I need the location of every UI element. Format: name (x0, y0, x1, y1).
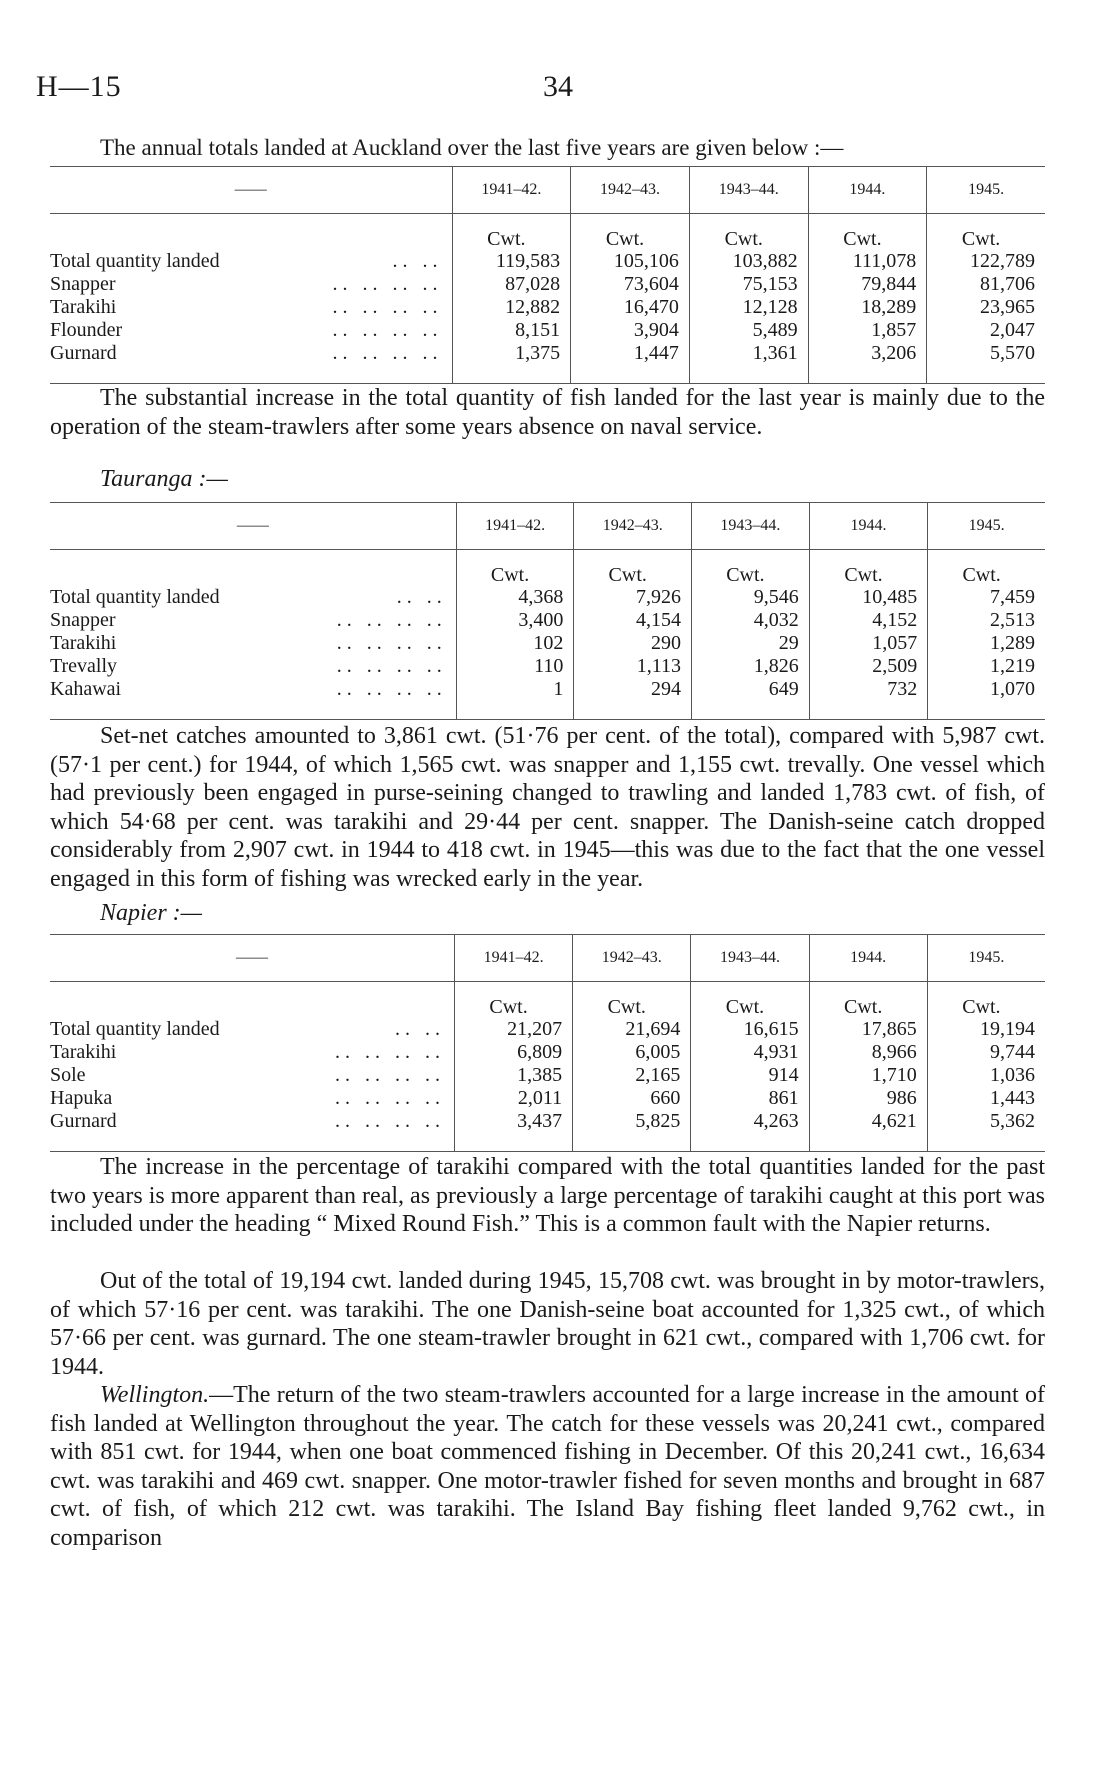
leader-dots: . . . . . . . . (336, 632, 442, 654)
value-text: 1,375 (515, 342, 561, 364)
year-column-header: 1943–44. (691, 935, 809, 982)
value-text: 4,152 (872, 609, 918, 631)
cell-value (452, 214, 571, 274)
cell-value (689, 342, 808, 384)
year-column-header: 1945. (928, 503, 1045, 550)
cell-value (928, 678, 1045, 720)
cell-value (573, 1087, 691, 1110)
value-text: 649 (768, 678, 799, 700)
cell-value (573, 982, 691, 1042)
year-column-header: 1944. (809, 503, 928, 550)
value-text: 5,489 (752, 319, 798, 341)
row-label-text: Total quantity landed (50, 586, 220, 608)
value-text: 17,865 (861, 1018, 917, 1040)
value-text: 3,400 (518, 609, 564, 631)
value-text: 2,165 (635, 1064, 681, 1086)
value-text: 4,263 (753, 1110, 799, 1132)
auckland-intro: The annual totals landed at Auckland over the last five years are given below :— (100, 135, 844, 160)
year-column-header: 1941–42. (452, 167, 571, 214)
row-label (50, 1110, 454, 1152)
row-label-text: Tarakihi (50, 296, 117, 318)
value-text: 5,825 (635, 1110, 681, 1132)
cell-value (692, 632, 810, 655)
cell-value (456, 609, 574, 632)
cell-value (574, 655, 692, 678)
cell-value (452, 296, 571, 319)
paragraph-tarakihi-increase: The increase in the percentage of tarakihi compared with the total quantities landed for the past two years is more apparent than real, as previously a large percentage of tarakihi caught at this port was included under the heading “ Mixed Round Fish.” This is a common fault with the Napier returns. (50, 1154, 1045, 1237)
cell-value (689, 214, 808, 274)
row-label-text: Trevally (50, 655, 118, 677)
table-row (50, 1064, 1045, 1087)
cell-value (927, 1064, 1045, 1087)
table-header-row (50, 167, 1045, 214)
value-text: 1,070 (990, 678, 1035, 700)
cell-value (927, 296, 1045, 319)
cell-value (691, 1087, 809, 1110)
cell-value (692, 655, 810, 678)
cell-value (927, 1087, 1045, 1110)
cell-value (573, 1110, 691, 1152)
cell-value (928, 632, 1045, 655)
napier-table (50, 934, 1045, 1152)
unit-label: Cwt. (605, 228, 645, 250)
table-row (50, 273, 1045, 296)
cell-value (571, 296, 690, 319)
row-label (50, 214, 452, 274)
row-label (50, 1087, 454, 1110)
value-text: 1,447 (633, 342, 679, 364)
value-text: 5,362 (990, 1110, 1035, 1132)
report-reference: H—15 (36, 70, 122, 103)
value-text: 1,036 (990, 1064, 1035, 1086)
value-text: 81,706 (980, 273, 1035, 295)
cell-value (927, 1041, 1045, 1064)
value-text: 19,194 (980, 1018, 1035, 1040)
cell-value (456, 550, 574, 610)
year-column-header: 1944. (808, 167, 927, 214)
row-label (50, 632, 456, 655)
table-row (50, 982, 1045, 1042)
leader-dots: . . . . . . . . (336, 678, 442, 700)
cell-value (927, 982, 1045, 1042)
cell-value (928, 655, 1045, 678)
auckland-table (50, 166, 1045, 384)
row-label-text: Sole (50, 1064, 86, 1086)
value-text: 3,904 (633, 319, 679, 341)
value-text: 3,437 (517, 1110, 563, 1132)
year-column-header: 1942–43. (573, 935, 691, 982)
year-column-header: 1942–43. (574, 503, 692, 550)
row-label (50, 273, 452, 296)
cell-value (456, 655, 574, 678)
year-column-header: 1941–42. (456, 503, 574, 550)
value-text: 1,857 (871, 319, 917, 341)
leader-dots: . . . . . . . . (334, 1041, 440, 1063)
paragraph-set-net: Set-net catches amounted to 3,861 cwt. (51·76 per cent. of the total), compared with 5,987 cwt. (57·1 per cent.) for 1944, of which 1,565 cwt. was snapper and 1,155 cwt. trevally. One vessel which had previously been engaged in purse-seining changed to trawling and landed 1,783 cwt. of fish, of which 54·68 per cent. was tarakihi and 29·44 per cent. snapper. The Danish-seine catch dropped considerably from 2,907 cwt. in 1944 to 418 cwt. in 1945—this was due to the fact that the one vessel engaged in this form of fishing was wrecked early in the year. (50, 723, 1045, 892)
value-text: 290 (651, 632, 682, 654)
value-text: 16,615 (743, 1018, 799, 1040)
value-text: 1,443 (990, 1087, 1035, 1109)
tauranga-heading: Tauranga :— (100, 466, 228, 492)
row-label (50, 609, 456, 632)
leader-dots: . . . . . . . . (332, 296, 438, 318)
cell-value (809, 609, 928, 632)
cell-value (928, 609, 1045, 632)
value-text: 16,470 (623, 296, 679, 318)
cell-value (928, 550, 1045, 610)
table-row (50, 1087, 1045, 1110)
row-label-text: Total quantity landed (50, 250, 220, 272)
value-text: 4,621 (871, 1110, 917, 1132)
cell-value (454, 982, 572, 1042)
leader-dots: . . . . . . . . (332, 319, 438, 341)
value-text: 2,513 (990, 609, 1035, 631)
unit-label: Cwt. (607, 996, 646, 1018)
cell-value (452, 342, 571, 384)
page-header (36, 70, 1045, 110)
cell-value (808, 296, 927, 319)
cell-value (689, 273, 808, 296)
unit-label: Cwt. (725, 996, 765, 1018)
row-label-text: Total quantity landed (50, 1018, 220, 1040)
cell-value (691, 1064, 809, 1087)
unit-label: Cwt. (844, 564, 883, 586)
cell-value (809, 1110, 927, 1152)
value-text: 2,011 (517, 1087, 563, 1109)
unit-label: Cwt. (962, 564, 1001, 586)
row-label (50, 550, 456, 610)
year-column-header: 1945. (927, 935, 1045, 982)
value-text: 6,809 (517, 1041, 563, 1063)
cell-value (809, 632, 928, 655)
value-text: 1,289 (990, 632, 1035, 654)
cell-value (809, 1087, 927, 1110)
table-row (50, 319, 1045, 342)
cell-value (571, 342, 690, 384)
cell-value (809, 655, 928, 678)
value-text: 1,385 (517, 1064, 563, 1086)
cell-value (456, 678, 574, 720)
value-text: 3,206 (871, 342, 917, 364)
wellington-heading: Wellington. (100, 1382, 210, 1408)
cell-value (808, 342, 927, 384)
value-text: 79,844 (861, 273, 917, 295)
value-text: 111,078 (852, 250, 917, 272)
napier-heading: Napier :— (100, 900, 202, 926)
table-row (50, 550, 1045, 610)
row-label-text: Flounder (50, 319, 123, 341)
row-label (50, 342, 452, 384)
value-text: 4,032 (753, 609, 799, 631)
value-text: 87,028 (505, 273, 561, 295)
cell-value (452, 319, 571, 342)
table-row (50, 296, 1045, 319)
value-text: 73,604 (623, 273, 679, 295)
table-row (50, 678, 1045, 720)
year-column-header: 1943–44. (689, 167, 808, 214)
year-column-header: 1943–44. (692, 503, 810, 550)
value-text: 110 (534, 655, 564, 677)
value-text: 12,128 (742, 296, 798, 318)
cell-value (574, 632, 692, 655)
value-text: 732 (887, 678, 918, 700)
value-text: 1,113 (636, 655, 682, 677)
value-text: 18,289 (861, 296, 917, 318)
value-text: 7,926 (636, 586, 682, 608)
cell-value (809, 550, 928, 610)
row-label-text: Kahawai (50, 678, 122, 700)
table-row (50, 609, 1045, 632)
value-text: 75,153 (742, 273, 798, 295)
leader-dots: . . . . . . . . (336, 655, 442, 677)
unit-label: Cwt. (608, 564, 647, 586)
unit-label: Cwt. (961, 228, 1001, 250)
paragraph-napier-total: Out of the total of 19,194 cwt. landed during 1945, 15,708 cwt. was brought in by motor-trawlers, of which 57·16 per cent. was tarakihi. The one Danish-seine boat accounted for 1,325 cwt., of which 57·66 per cent. was gurnard. The one steam-trawler brought in 621 cwt., compared with 1,706 cwt. for 1944. (50, 1268, 1045, 1380)
value-text: 861 (768, 1087, 799, 1109)
value-text: 4,154 (636, 609, 682, 631)
cell-value (574, 609, 692, 632)
row-label-text: Snapper (50, 609, 116, 631)
leader-dots: . . . . . . . . (334, 1087, 440, 1109)
value-text: 12,882 (505, 296, 561, 318)
value-text: 1 (553, 678, 564, 700)
value-text: 23,965 (980, 296, 1035, 318)
value-text: 9,744 (990, 1041, 1035, 1063)
unit-label: Cwt. (490, 564, 530, 586)
unit-label: Cwt. (962, 996, 1001, 1018)
value-text: 660 (650, 1087, 681, 1109)
tauranga-table (50, 502, 1045, 720)
value-text: 103,882 (732, 250, 798, 272)
cell-value (692, 550, 810, 610)
cell-value (691, 1110, 809, 1152)
value-text: 1,219 (990, 655, 1035, 677)
value-text: 1,826 (753, 655, 799, 677)
table-row (50, 1110, 1045, 1152)
leader-dots: . . . . . . . . (332, 342, 438, 364)
cell-value (571, 214, 690, 274)
row-label-text: Gurnard (50, 342, 117, 364)
value-text: 2,509 (872, 655, 918, 677)
value-text: 6,005 (635, 1041, 681, 1063)
row-label (50, 678, 456, 720)
value-text: 914 (768, 1064, 799, 1086)
unit-label: Cwt. (726, 564, 765, 586)
row-label (50, 1041, 454, 1064)
leader-dots: . . . . . . . . (336, 609, 442, 631)
cell-value (808, 273, 927, 296)
value-text: 122,789 (970, 250, 1035, 272)
value-text: 102 (533, 632, 564, 654)
value-text: 4,368 (518, 586, 564, 608)
row-label-text: Snapper (50, 273, 116, 295)
year-column-header: 1945. (927, 167, 1045, 214)
cell-value (927, 342, 1045, 384)
value-text: 8,966 (871, 1041, 917, 1063)
cell-value (574, 678, 692, 720)
cell-value (454, 1041, 572, 1064)
unit-label: Cwt. (843, 228, 882, 250)
year-column-header: 1944. (809, 935, 927, 982)
leader-dots: . . . . (392, 250, 438, 272)
leader-dots: . . . . (396, 586, 442, 608)
value-text: 986 (886, 1087, 917, 1109)
leader-dots: . . . . . . . . (332, 273, 438, 295)
stub-header: —— (50, 167, 452, 214)
table-header-row (50, 935, 1045, 982)
leader-dots: . . . . (394, 1018, 440, 1040)
cell-value (692, 609, 810, 632)
cell-value (571, 273, 690, 296)
cell-value (571, 319, 690, 342)
cell-value (809, 982, 927, 1042)
value-text: 10,485 (862, 586, 918, 608)
table-row (50, 342, 1045, 384)
cell-value (573, 1041, 691, 1064)
unit-label: Cwt. (724, 228, 763, 250)
table-row (50, 1041, 1045, 1064)
row-label (50, 655, 456, 678)
value-text: 294 (651, 678, 682, 700)
row-label (50, 319, 452, 342)
cell-value (809, 1041, 927, 1064)
value-text: 9,546 (753, 586, 799, 608)
cell-value (809, 1064, 927, 1087)
cell-value (809, 678, 928, 720)
value-text: 1,057 (872, 632, 918, 654)
table-row (50, 632, 1045, 655)
wellington-text: —The return of the two steam-trawlers accounted for a large increase in the amount of fish landed at Wellington throughout the year. The catch for these vessels was 20,241 cwt., compared with 851 cwt. for 1944, when one boat commenced fishing in December. Of this 20,241 cwt., 16,634 cwt. was tarakihi and 469 cwt. snapper. One motor-trawler fished for seven months and brought in 687 cwt. of fish, of which 212 cwt. was tarakihi. The Island Bay fishing fleet landed 9,762 cwt., in comparison (50, 1382, 1045, 1551)
stub-header: —— (50, 935, 454, 982)
unit-label: Cwt. (489, 996, 528, 1018)
cell-value (689, 296, 808, 319)
row-label-text: Tarakihi (50, 632, 117, 654)
cell-value (927, 1110, 1045, 1152)
value-text: 21,694 (625, 1018, 681, 1040)
unit-label: Cwt. (487, 228, 526, 250)
row-label (50, 296, 452, 319)
cell-value (927, 319, 1045, 342)
cell-value (454, 1110, 572, 1152)
value-text: 4,931 (753, 1041, 799, 1063)
row-label-text: Gurnard (50, 1110, 117, 1132)
cell-value (456, 632, 574, 655)
value-text: 29 (778, 632, 799, 654)
table-row (50, 214, 1045, 274)
value-text: 21,207 (507, 1018, 563, 1040)
value-text: 1,710 (871, 1064, 917, 1086)
cell-value (573, 1064, 691, 1087)
value-text: 8,151 (515, 319, 561, 341)
value-text: 2,047 (990, 319, 1035, 341)
leader-dots: . . . . . . . . (334, 1064, 440, 1086)
paragraph-wellington (50, 1381, 1045, 1552)
cell-value (454, 1087, 572, 1110)
value-text: 105,106 (613, 250, 679, 272)
cell-value (927, 273, 1045, 296)
cell-value (927, 214, 1045, 274)
cell-value (808, 319, 927, 342)
page-number: 34 (543, 70, 573, 103)
cell-value (454, 1064, 572, 1087)
paragraph-steam-trawlers: The substantial increase in the total quantity of fish landed for the last year is mainly due to the operation of the steam-trawlers after some years absence on naval service. (50, 385, 1045, 440)
row-label-text: Hapuka (50, 1087, 113, 1109)
unit-label: Cwt. (844, 996, 883, 1018)
cell-value (691, 982, 809, 1042)
row-label (50, 982, 454, 1042)
year-column-header: 1942–43. (571, 167, 690, 214)
table-row (50, 655, 1045, 678)
value-text: 7,459 (990, 586, 1035, 608)
value-text: 1,361 (752, 342, 798, 364)
cell-value (574, 550, 692, 610)
cell-value (691, 1041, 809, 1064)
cell-value (808, 214, 927, 274)
year-column-header: 1941–42. (454, 935, 572, 982)
cell-value (692, 678, 810, 720)
table-header-row (50, 503, 1045, 550)
row-label (50, 1064, 454, 1087)
value-text: 5,570 (990, 342, 1035, 364)
cell-value (452, 273, 571, 296)
stub-header: —— (50, 503, 456, 550)
row-label-text: Tarakihi (50, 1041, 117, 1063)
leader-dots: . . . . . . . . (334, 1110, 440, 1132)
value-text: 119,583 (495, 250, 561, 272)
cell-value (689, 319, 808, 342)
